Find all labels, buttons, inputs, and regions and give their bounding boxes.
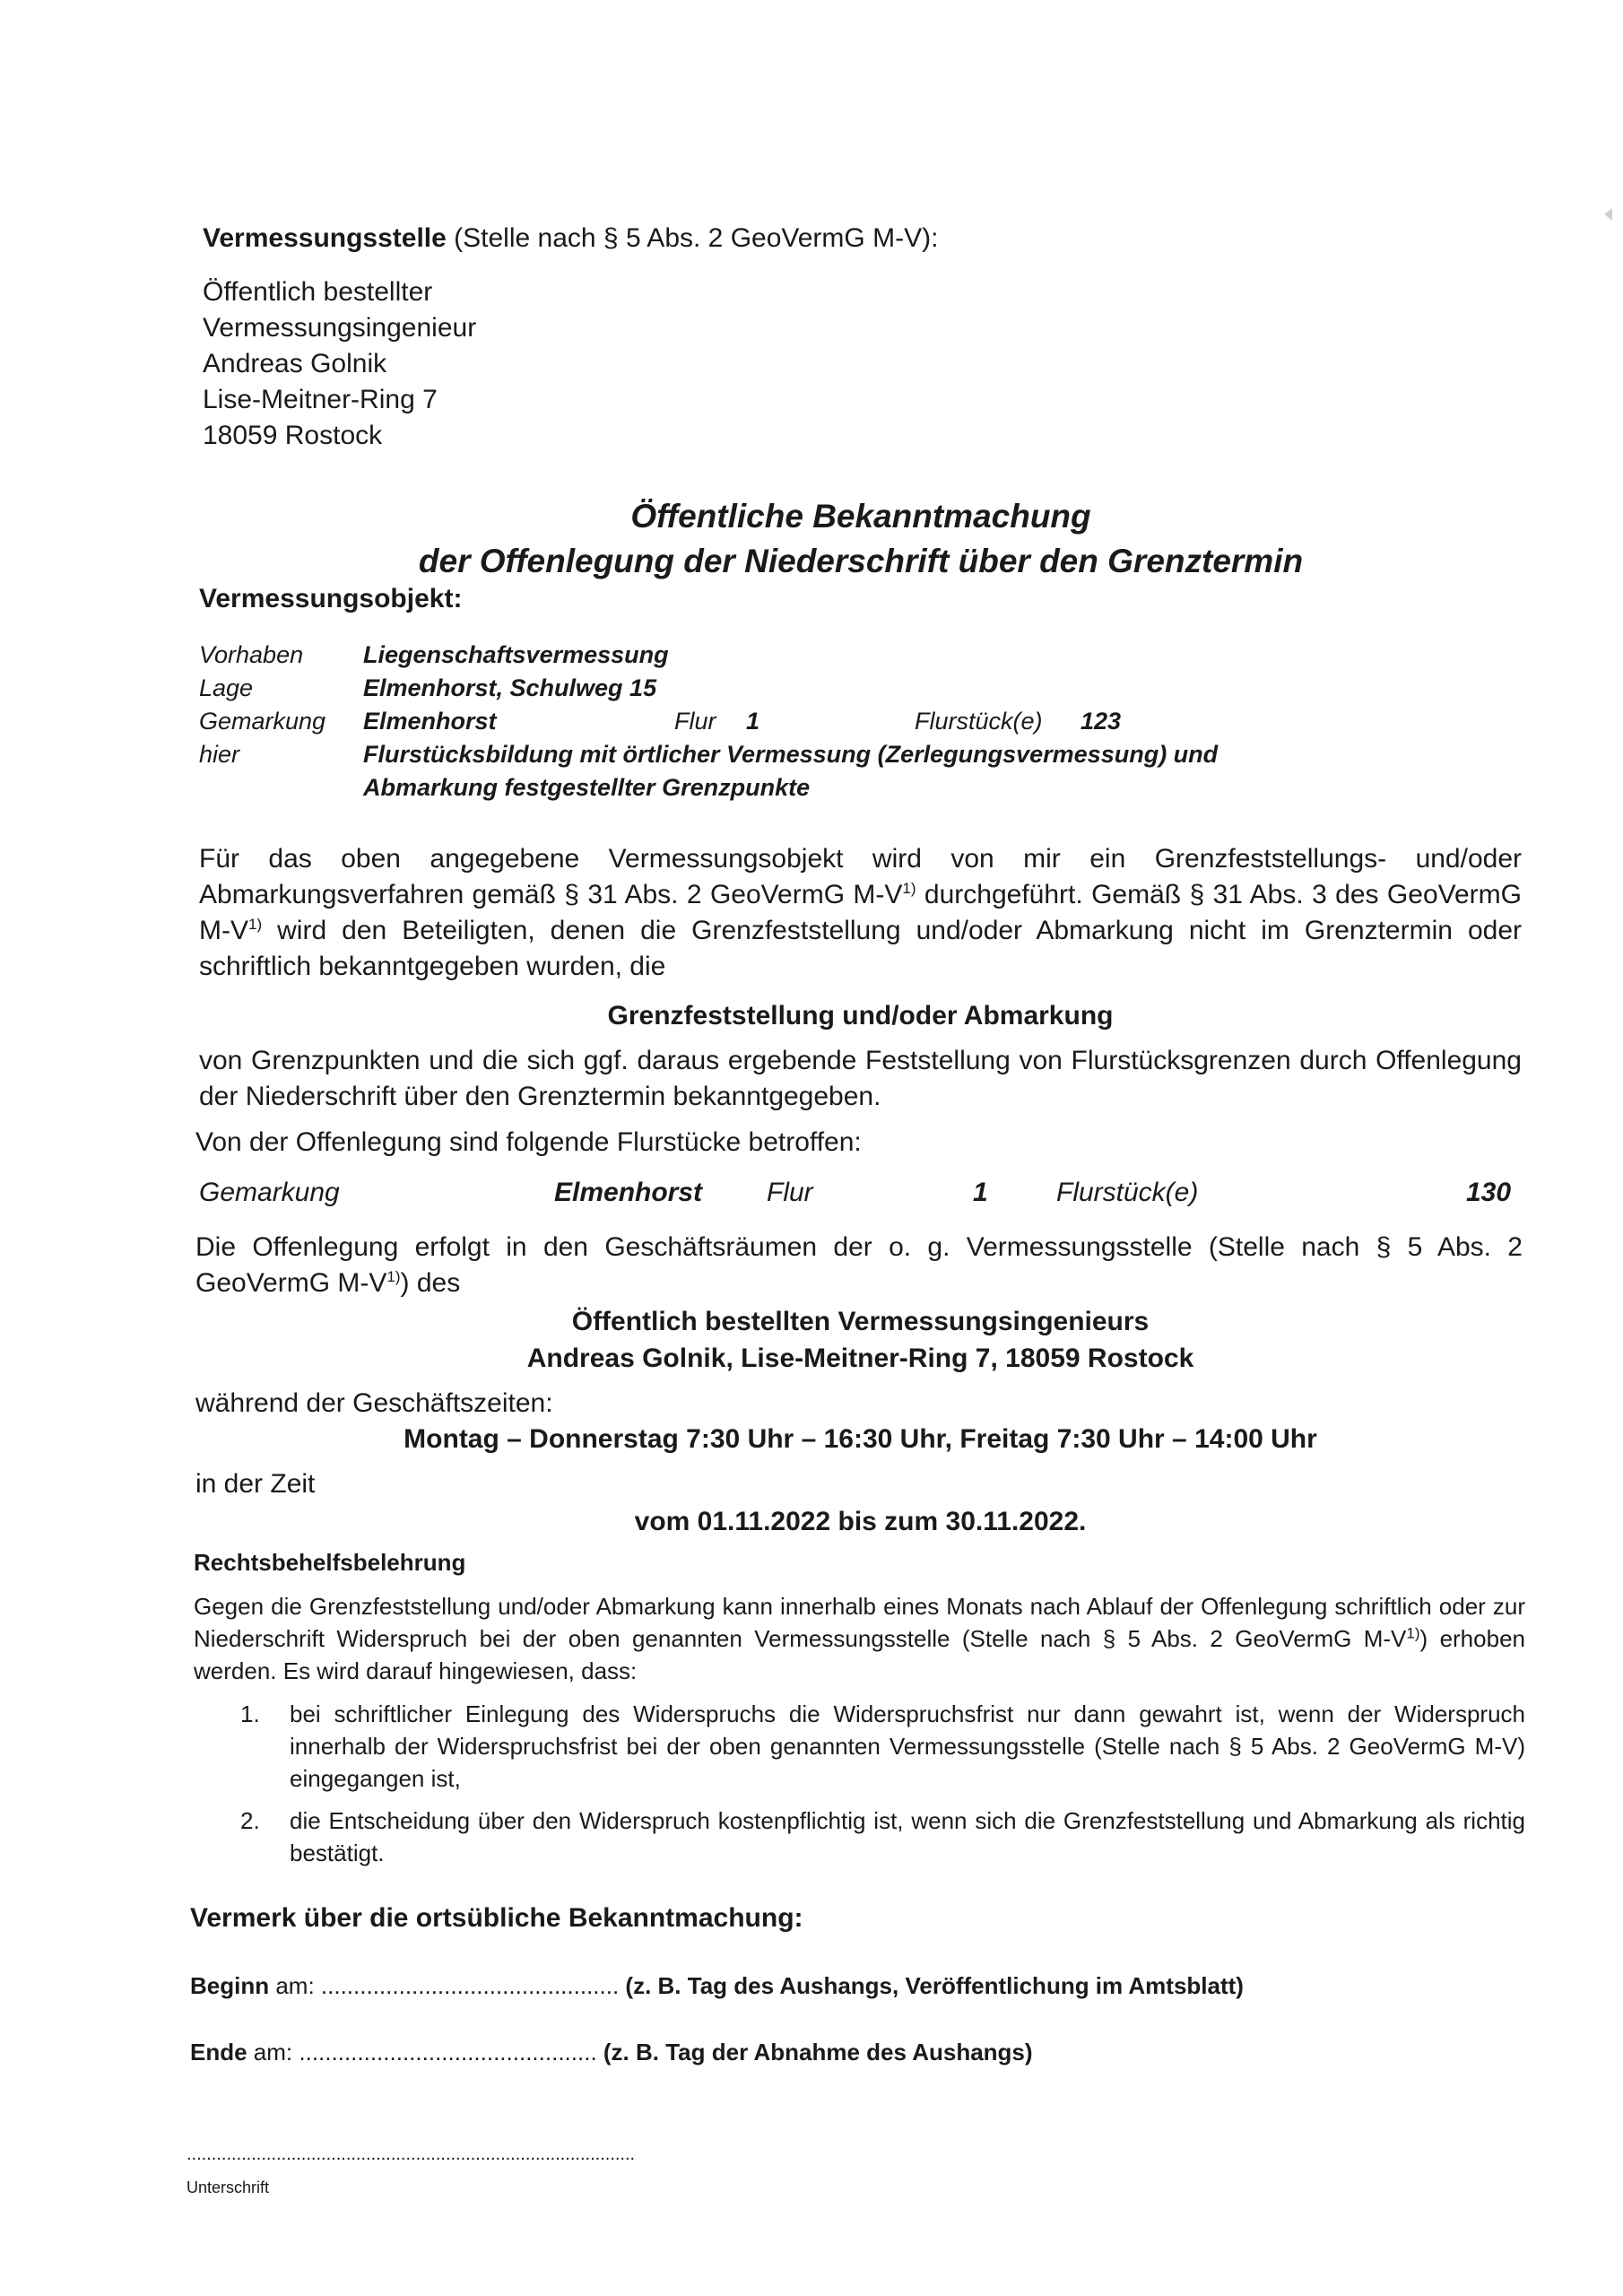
address-line: 18059 Rostock xyxy=(203,421,383,450)
beginn-line: Beginn am: .............................................. (z. B. Tag des Aushangs, Veröffentlichung im Amtsblatt) xyxy=(190,1972,1244,1999)
period: vom 01.11.2022 bis zum 30.11.2022. xyxy=(634,1507,1087,1536)
affected-intro: Von der Offenlegung sind folgende Flurstücke betroffen: xyxy=(195,1127,862,1157)
address-line: Vermessungsingenieur xyxy=(203,313,477,343)
aff-flurstueck-label: Flurstück(e) xyxy=(1056,1178,1199,1207)
list-item-number: 1. xyxy=(240,1700,260,1727)
flur-value: 1 xyxy=(746,708,760,735)
signature-label: Unterschrift xyxy=(187,2179,270,2196)
title-line-1: Öffentliche Bekanntmachung xyxy=(630,498,1091,535)
hier-label: hier xyxy=(199,741,240,768)
office-line-2: Andreas Golnik, Lise-Meitner-Ring 7, 18059 Rostock xyxy=(526,1344,1194,1373)
ende-line: Ende am: .............................................. (z. B. Tag der Abnahme des Aushangs) xyxy=(190,2039,1033,2066)
stelle-suffix: (Stelle nach § 5 Abs. 2 GeoVermG M-V): xyxy=(446,223,939,253)
beginn-fill-dots[interactable]: .............................................. xyxy=(320,1972,620,1999)
location-paragraph: Die Offenlegung erfolgt in den Geschäftsräumen der o. g. Vermessungsstelle (Stelle nach § 5 Abs. 2 GeoVermG $M-V^{1)}$) des xyxy=(195,1232,1523,1298)
list-item-number: 2. xyxy=(240,1807,260,1834)
vorhaben-value: Liegenschaftsvermessung xyxy=(363,641,669,668)
aff-gemarkung-value: Elmenhorst xyxy=(554,1178,703,1207)
stelle-label: Vermessungsstelle xyxy=(203,223,447,253)
vermerk-heading: Vermerk über die ortsübliche Bekanntmachung: xyxy=(190,1903,803,1933)
vorhaben-label: Vorhaben xyxy=(199,641,304,668)
flurstueck-label: Flurstück(e) xyxy=(915,708,1043,735)
title-line-2: der Offenlegung der Niederschrift über den Grenztermin xyxy=(418,543,1304,579)
aff-flur-label: Flur xyxy=(767,1178,813,1207)
address-block xyxy=(203,274,830,454)
business-hours: Montag – Donnerstag 7:30 Uhr – 16:30 Uhr, Freitag 7:30 Uhr – 14:00 Uhr xyxy=(404,1424,1317,1454)
flurstueck-value: 123 xyxy=(1081,708,1122,735)
intro-paragraph: Für das oben angegebene Vermessungsobjekt wird von mir ein Grenzfeststellungs- und/oder Abmarkungsverfahren gemäß § 31 Abs. 2 GeoVermG $M-V^{1)}$ durchgeführt. Gemäß § 31 Abs. 3 des GeoVermG $M-V^{1)}$ wird den Beteiligten, denen die Grenzfeststellung und/oder Abmarkung nicht im Grenztermin oder schriftlich bekanntgegeben wurden, die xyxy=(199,844,1522,981)
legal-heading: Rechtsbehelfsbelehrung xyxy=(194,1549,466,1576)
center-heading: Grenzfeststellung und/oder Abmarkung xyxy=(607,1001,1114,1031)
lage-label: Lage xyxy=(199,674,254,701)
gemarkung-label: Gemarkung xyxy=(199,708,326,735)
flur-label: Flur xyxy=(674,708,716,735)
address-line: Andreas Golnik xyxy=(203,349,387,378)
lage-value: Elmenhorst, Schulweg 15 xyxy=(363,674,657,701)
office-line-1: Öffentlich bestellten Vermessungsingenieurs xyxy=(571,1307,1150,1336)
hier-value-line-2: Abmarkung festgestellter Grenzpunkte xyxy=(363,774,811,801)
list-item-text: bei schriftlicher Einlegung des Widerspruchs die Widerspruchsfrist nur dann gewahrt ist, wenn der Widerspruch innerhalb der Widerspruchsfrist bei der oben genannten Vermessungsstelle (Stelle nach § 5 Abs. 2 GeoVermG M-V) eingegangen ist, xyxy=(290,1700,1525,1792)
scan-mark-icon xyxy=(1604,208,1612,221)
aff-gemarkung-label: Gemarkung xyxy=(199,1178,340,1207)
objekt-heading: Vermessungsobjekt: xyxy=(199,584,463,613)
hier-value-line-1: Flurstücksbildung mit örtlicher Vermessung (Zerlegungsvermessung) und xyxy=(363,741,1219,768)
stelle-line xyxy=(203,221,1458,257)
address-line: Öffentlich bestellter xyxy=(203,277,433,307)
aff-flur-value: 1 xyxy=(973,1178,988,1207)
signature-line[interactable]: .......................................................................................... xyxy=(187,2144,636,2164)
period-intro: in der Zeit xyxy=(195,1469,316,1499)
list-item-text: die Entscheidung über den Widerspruch kostenpflichtig ist, wenn sich die Grenzfeststellung und Abmarkung als richtig bestätigt. xyxy=(290,1807,1525,1866)
legal-text: Gegen die Grenzfeststellung und/oder Abmarkung kann innerhalb eines Monats nach Ablauf der Offenlegung schriftlich oder zur Niederschrift Widerspruch bei der oben genannten Vermessungsstelle (Stelle nach § 5 Abs. 2 GeoVermG $M-V^{1)}$) erhoben werden. Es wird darauf hingewiesen, dass: xyxy=(194,1593,1525,1684)
explanation-paragraph: von Grenzpunkten und die sich ggf. daraus ergebende Feststellung von Flurstücksgrenzen durch Offenlegung der Niederschrift über den Grenztermin bekanntgegeben. xyxy=(199,1046,1522,1111)
hours-intro: während der Geschäftszeiten: xyxy=(195,1388,553,1418)
address-line: Lise-Meitner-Ring 7 xyxy=(203,385,438,414)
ende-fill-dots[interactable]: .............................................. xyxy=(299,2039,597,2066)
gemarkung-value: Elmenhorst xyxy=(363,708,497,735)
aff-flurstueck-value: 130 xyxy=(1466,1178,1512,1207)
